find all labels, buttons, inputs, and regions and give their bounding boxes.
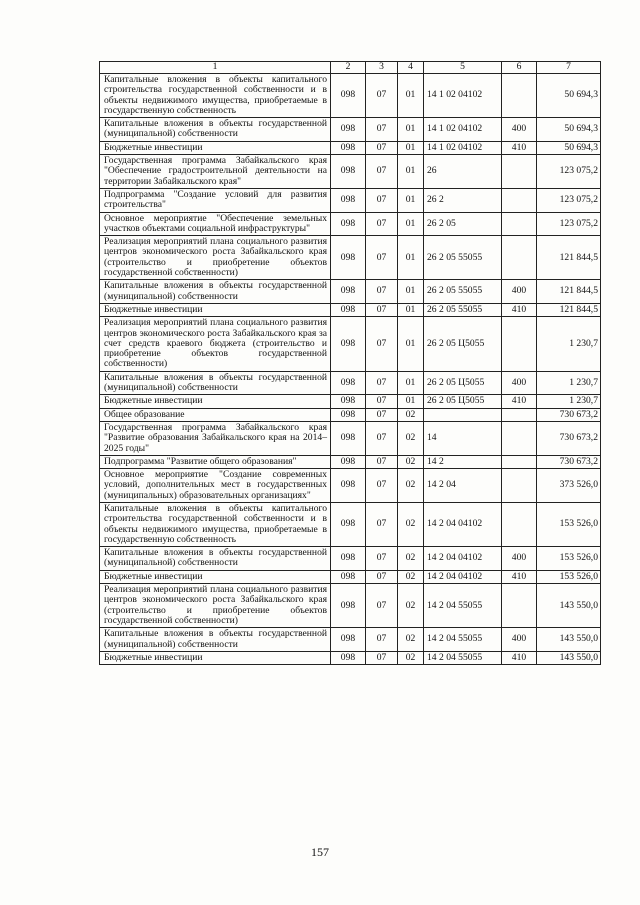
subsection-code: 02 <box>398 421 424 455</box>
target-article-code: 26 2 05 <box>424 212 502 236</box>
subsection-code: 02 <box>398 570 424 583</box>
row-description: Бюджетные инвестиции <box>100 651 331 664</box>
amount-value: 730 673,2 <box>537 408 601 421</box>
section-code: 07 <box>366 421 398 455</box>
amount-value: 123 075,2 <box>537 188 601 212</box>
row-description: Капитальные вложения в объекты государственной (муниципальной) собственности <box>100 547 331 571</box>
amount-value: 121 844,5 <box>537 236 601 280</box>
amount-value: 153 526,0 <box>537 502 601 546</box>
amount-value: 1 230,7 <box>537 371 601 395</box>
subsection-code: 02 <box>398 502 424 546</box>
section-code: 07 <box>366 74 398 118</box>
column-number-cell: 1 <box>100 62 331 74</box>
amount-value: 50 694,3 <box>537 118 601 142</box>
expense-type-code <box>502 155 537 189</box>
ministry-code: 098 <box>331 584 366 628</box>
row-description: Подпрограмма "Развитие общего образования" <box>100 455 331 468</box>
row-description: Подпрограмма "Создание условий для развития строительства" <box>100 188 331 212</box>
ministry-code: 098 <box>331 280 366 304</box>
table-row <box>100 280 601 304</box>
target-article-code: 14 1 02 04102 <box>424 74 502 118</box>
budget-table <box>99 61 601 665</box>
table-row <box>100 408 601 421</box>
ministry-code: 098 <box>331 371 366 395</box>
table-row <box>100 469 601 503</box>
row-description: Государственная программа Забайкальского края "Развитие образования Забайкальского края на 2014–2025 годы" <box>100 421 331 455</box>
table-row <box>100 628 601 652</box>
section-code: 07 <box>366 303 398 316</box>
amount-value: 50 694,3 <box>537 141 601 154</box>
table-row <box>100 421 601 455</box>
expense-type-code: 410 <box>502 395 537 408</box>
table-row <box>100 188 601 212</box>
expense-type-code: 400 <box>502 547 537 571</box>
table-row <box>100 317 601 371</box>
row-description: Государственная программа Забайкальского края "Обеспечение градостроительной деятельности на территории Забайкальского края" <box>100 155 331 189</box>
expense-type-code: 400 <box>502 371 537 395</box>
table-row <box>100 212 601 236</box>
amount-value: 153 526,0 <box>537 570 601 583</box>
expense-type-code: 410 <box>502 651 537 664</box>
row-description: Общее образование <box>100 408 331 421</box>
subsection-code: 01 <box>398 212 424 236</box>
ministry-code: 098 <box>331 408 366 421</box>
expense-type-code: 400 <box>502 118 537 142</box>
subsection-code: 01 <box>398 188 424 212</box>
ministry-code: 098 <box>331 502 366 546</box>
target-article-code: 14 2 04 04102 <box>424 502 502 546</box>
ministry-code: 098 <box>331 188 366 212</box>
ministry-code: 098 <box>331 303 366 316</box>
expense-type-code: 400 <box>502 280 537 304</box>
section-code: 07 <box>366 188 398 212</box>
subsection-code: 02 <box>398 547 424 571</box>
subsection-code: 02 <box>398 455 424 468</box>
subsection-code: 02 <box>398 408 424 421</box>
subsection-code: 02 <box>398 651 424 664</box>
table-row <box>100 651 601 664</box>
table-row <box>100 547 601 571</box>
table-row <box>100 118 601 142</box>
target-article-code: 14 1 02 04102 <box>424 141 502 154</box>
section-code: 07 <box>366 469 398 503</box>
section-code: 07 <box>366 502 398 546</box>
amount-value: 143 550,0 <box>537 651 601 664</box>
column-number-cell: 7 <box>537 62 601 74</box>
amount-value: 121 844,5 <box>537 303 601 316</box>
ministry-code: 098 <box>331 455 366 468</box>
ministry-code: 098 <box>331 212 366 236</box>
subsection-code: 01 <box>398 141 424 154</box>
amount-value: 373 526,0 <box>537 469 601 503</box>
row-description: Реализация мероприятий плана социального развития центров экономического роста Забайкальского края за счет средств краевого бюджета (строительство и приобретение объектов государственной собственности) <box>100 317 331 371</box>
row-description: Капитальные вложения в объекты государственной (муниципальной) собственности <box>100 628 331 652</box>
expense-type-code <box>502 317 537 371</box>
ministry-code: 098 <box>331 317 366 371</box>
target-article-code: 26 <box>424 155 502 189</box>
section-code: 07 <box>366 155 398 189</box>
section-code: 07 <box>366 236 398 280</box>
ministry-code: 098 <box>331 469 366 503</box>
row-description: Капитальные вложения в объекты капитального строительства государственной собственности и в объекты недвижимого имущества, приобретаемые в государственную собственность <box>100 502 331 546</box>
subsection-code: 01 <box>398 371 424 395</box>
section-code: 07 <box>366 280 398 304</box>
row-description: Реализация мероприятий плана социального развития центров экономического роста Забайкальского края (строительство и приобретение объектов государственной собственности) <box>100 236 331 280</box>
target-article-code: 26 2 05 Ц5055 <box>424 317 502 371</box>
subsection-code: 02 <box>398 469 424 503</box>
table-row <box>100 455 601 468</box>
expense-type-code <box>502 421 537 455</box>
section-code: 07 <box>366 141 398 154</box>
column-number-cell: 3 <box>366 62 398 74</box>
target-article-code: 14 2 04 04102 <box>424 570 502 583</box>
column-number-cell: 6 <box>502 62 537 74</box>
table-row <box>100 371 601 395</box>
amount-value: 143 550,0 <box>537 584 601 628</box>
amount-value: 1 230,7 <box>537 395 601 408</box>
table-row <box>100 236 601 280</box>
subsection-code: 01 <box>398 303 424 316</box>
ministry-code: 098 <box>331 118 366 142</box>
row-description: Бюджетные инвестиции <box>100 570 331 583</box>
table-row <box>100 74 601 118</box>
table-row <box>100 303 601 316</box>
target-article-code: 26 2 05 Ц5055 <box>424 395 502 408</box>
target-article-code: 14 <box>424 421 502 455</box>
section-code: 07 <box>366 651 398 664</box>
section-code: 07 <box>366 570 398 583</box>
expense-type-code: 410 <box>502 303 537 316</box>
ministry-code: 098 <box>331 395 366 408</box>
expense-type-code <box>502 469 537 503</box>
section-code: 07 <box>366 455 398 468</box>
subsection-code: 01 <box>398 395 424 408</box>
row-description: Основное мероприятие "Обеспечение земельных участков объектами социальной инфраструктуры" <box>100 212 331 236</box>
subsection-code: 01 <box>398 155 424 189</box>
row-description: Капитальные вложения в объекты государственной (муниципальной) собственности <box>100 371 331 395</box>
row-description: Капитальные вложения в объекты государственной (муниципальной) собственности <box>100 118 331 142</box>
column-number-row <box>100 62 601 74</box>
expense-type-code <box>502 408 537 421</box>
amount-value: 50 694,3 <box>537 74 601 118</box>
expense-type-code <box>502 74 537 118</box>
section-code: 07 <box>366 395 398 408</box>
row-description: Реализация мероприятий плана социального развития центров экономического роста Забайкальского края (строительство и приобретение объектов государственной собственности) <box>100 584 331 628</box>
target-article-code: 14 2 <box>424 455 502 468</box>
target-article-code: 14 2 04 <box>424 469 502 503</box>
ministry-code: 098 <box>331 421 366 455</box>
expense-type-code: 410 <box>502 141 537 154</box>
ministry-code: 098 <box>331 141 366 154</box>
ministry-code: 098 <box>331 628 366 652</box>
row-description: Бюджетные инвестиции <box>100 303 331 316</box>
section-code: 07 <box>366 371 398 395</box>
target-article-code: 26 2 05 Ц5055 <box>424 371 502 395</box>
subsection-code: 01 <box>398 317 424 371</box>
ministry-code: 098 <box>331 236 366 280</box>
target-article-code: 14 1 02 04102 <box>424 118 502 142</box>
ministry-code: 098 <box>331 74 366 118</box>
section-code: 07 <box>366 212 398 236</box>
expense-type-code <box>502 502 537 546</box>
subsection-code: 01 <box>398 118 424 142</box>
amount-value: 143 550,0 <box>537 628 601 652</box>
column-number-cell: 4 <box>398 62 424 74</box>
amount-value: 1 230,7 <box>537 317 601 371</box>
expense-type-code: 410 <box>502 570 537 583</box>
amount-value: 123 075,2 <box>537 155 601 189</box>
table-row <box>100 141 601 154</box>
target-article-code: 26 2 <box>424 188 502 212</box>
expense-type-code <box>502 188 537 212</box>
page-number: 157 <box>311 845 329 859</box>
row-description: Бюджетные инвестиции <box>100 395 331 408</box>
ministry-code: 098 <box>331 570 366 583</box>
section-code: 07 <box>366 628 398 652</box>
row-description: Капитальные вложения в объекты государственной (муниципальной) собственности <box>100 280 331 304</box>
amount-value: 123 075,2 <box>537 212 601 236</box>
expense-type-code <box>502 212 537 236</box>
target-article-code: 26 2 05 55055 <box>424 303 502 316</box>
target-article-code: 14 2 04 55055 <box>424 651 502 664</box>
section-code: 07 <box>366 547 398 571</box>
column-number-cell: 5 <box>424 62 502 74</box>
section-code: 07 <box>366 408 398 421</box>
subsection-code: 01 <box>398 280 424 304</box>
subsection-code: 02 <box>398 628 424 652</box>
target-article-code <box>424 408 502 421</box>
target-article-code: 14 2 04 55055 <box>424 584 502 628</box>
table-row <box>100 570 601 583</box>
amount-value: 730 673,2 <box>537 421 601 455</box>
subsection-code: 01 <box>398 236 424 280</box>
section-code: 07 <box>366 118 398 142</box>
amount-value: 730 673,2 <box>537 455 601 468</box>
ministry-code: 098 <box>331 547 366 571</box>
column-number-cell: 2 <box>331 62 366 74</box>
row-description: Основное мероприятие "Создание современных условий, дополнительных мест в государственных (муниципальных) образовательных организациях" <box>100 469 331 503</box>
ministry-code: 098 <box>331 651 366 664</box>
target-article-code: 26 2 05 55055 <box>424 236 502 280</box>
section-code: 07 <box>366 584 398 628</box>
amount-value: 121 844,5 <box>537 280 601 304</box>
subsection-code: 01 <box>398 74 424 118</box>
row-description: Капитальные вложения в объекты капитального строительства государственной собственности и в объекты недвижимого имущества, приобретаемые в государственную собственность <box>100 74 331 118</box>
target-article-code: 14 2 04 55055 <box>424 628 502 652</box>
expense-type-code: 400 <box>502 628 537 652</box>
expense-type-code <box>502 584 537 628</box>
target-article-code: 26 2 05 55055 <box>424 280 502 304</box>
table-row <box>100 395 601 408</box>
subsection-code: 02 <box>398 584 424 628</box>
table-row <box>100 155 601 189</box>
section-code: 07 <box>366 317 398 371</box>
expense-type-code <box>502 236 537 280</box>
amount-value: 153 526,0 <box>537 547 601 571</box>
row-description: Бюджетные инвестиции <box>100 141 331 154</box>
target-article-code: 14 2 04 04102 <box>424 547 502 571</box>
ministry-code: 098 <box>331 155 366 189</box>
table-row <box>100 584 601 628</box>
table-row <box>100 502 601 546</box>
expense-type-code <box>502 455 537 468</box>
